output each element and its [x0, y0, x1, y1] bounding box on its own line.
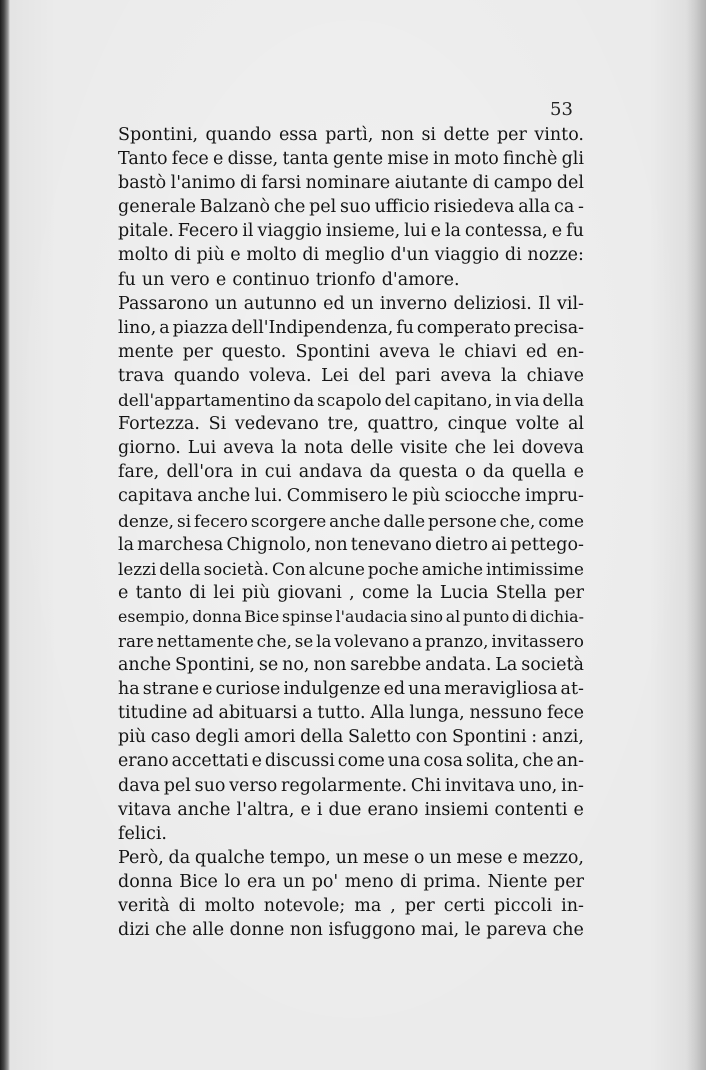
- text-line: e tanto di lei più giovani , come la Lucia Stella per: [118, 582, 584, 603]
- text-line: dizi che alle donne non isfuggono mai, le pareva che: [118, 920, 584, 941]
- text-line: bastò l'animo di farsi nominare aiutante di campo del: [118, 173, 584, 194]
- text-line: generale Balzanò che pel suo ufficio risiedeva alla ca -: [118, 197, 584, 218]
- text-line: capitava anche lui. Commisero le più sciocche impru-: [118, 486, 584, 507]
- text-line: titudine ad abituarsi a tutto. Alla lunga, nessuno fece: [118, 703, 584, 724]
- text-line: denze, si fecero scorgere anche dalle persone che, come: [118, 510, 584, 531]
- text-line: lino, a piazza dell'Indipendenza, fu comperato precisa-: [118, 317, 584, 338]
- text-line: lezzi della società. Con alcune poche amiche intimissime: [118, 558, 584, 579]
- text-line: esempio, donna Bice spinse l'audacia sino al punto di dichia-: [118, 606, 584, 626]
- text-line: donna Bice lo era un po' meno di prima. Niente per: [118, 871, 584, 892]
- text-line: trava quando voleva. Lei del pari aveva la chiave: [118, 365, 584, 386]
- page-binding-shadow: [0, 0, 10, 1070]
- text-line: dava pel suo verso regolarmente. Chi invitava uno, in-: [118, 775, 584, 796]
- text-line: Passarono un autunno ed un inverno deliziosi. Il vil-: [118, 293, 584, 314]
- text-line: ha strane e curiose indulgenze ed una meravigliosa at-: [118, 679, 584, 700]
- page-text: [118, 123, 584, 942]
- page-number: 53: [550, 99, 573, 120]
- text-line: Spontini, quando essa partì, non si dette per vinto.: [118, 125, 584, 145]
- text-line: la marchesa Chignolo, non tenevano dietro ai pettego-: [118, 534, 584, 555]
- text-line: felici.: [118, 823, 167, 844]
- text-line: Tanto fece e disse, tanta gente mise in moto finchè gli: [118, 149, 584, 170]
- text-line: erano accettati e discussi come una cosa solita, che an-: [118, 751, 584, 772]
- text-line: vitava anche l'altra, e i due erano insiemi contenti e: [118, 799, 584, 820]
- text-line: fu un vero e continuo trionfo d'amore.: [118, 269, 460, 290]
- text-line: giorno. Lui aveva la nota delle visite che lei doveva: [118, 438, 584, 459]
- text-line: verità di molto notevole; ma , per certi piccoli in-: [118, 896, 584, 916]
- text-line: molto di più e molto di meglio d'un viaggio di nozze:: [118, 245, 584, 266]
- text-line: dell'appartamentino da scapolo del capitano, in via della: [118, 390, 584, 411]
- text-line: fare, dell'ora in cui andava da questa o da quella e: [118, 462, 584, 483]
- text-line: rare nettamente che, se la volevano a pranzo, invitassero: [118, 630, 584, 651]
- text-line: mente per questo. Spontini aveva le chiavi ed en-: [118, 341, 584, 362]
- text-line: pitale. Fecero il viaggio insieme, lui e la contessa, e fu: [118, 221, 584, 242]
- text-line: Però, da qualche tempo, un mese o un mese e mezzo,: [118, 847, 584, 868]
- page-edge-shadow: [686, 0, 706, 1070]
- text-line: più caso degli amori della Saletto con Spontini : anzi,: [118, 727, 584, 748]
- text-line: anche Spontini, se no, non sarebbe andata. La società: [118, 655, 584, 676]
- text-line: Fortezza. Si vedevano tre, quattro, cinque volte al: [118, 414, 584, 435]
